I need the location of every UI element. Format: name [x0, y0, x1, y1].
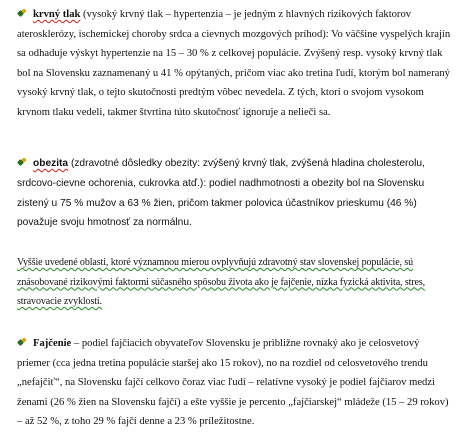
term-label: obezita	[33, 158, 69, 169]
term-label: krvný tlak	[33, 9, 81, 20]
list-item-blood-pressure	[17, 5, 455, 123]
bullet-icon	[17, 8, 30, 18]
list-item-obesity	[17, 154, 455, 233]
body-text: (vysoký krvný tlak – hypertenzia – je jedným z hlavných rizikových faktorov aterosklerózy, ischemickej choroby srdca a cievnych mozgových príhod): Vo väčšine vyspelých krajín sa odhaduje výskyt hypertenzie na 15 – 30 % z celkovej populácie. Zvýšený resp. vysoký krvný tlak bol na Slovensku zaznamenaný u 41 % opýtaných, pričom viac ako tretina ľudí, ktorým bol nameraný vysoký krvný tlak, o tejto skutočnosti predtým vôbec nevedela. Z tých, ktorí o svojom vysokom krvnom tlaku vedeli, takmer štvrtina túto skutočnosť ignoruje a nelieči sa.	[17, 9, 451, 118]
list-item-smoking	[17, 334, 455, 432]
body-text: – podiel fajčiacich obyvateľov Slovensku je približne rovnaký ako je celosvetový priemer (cca jedna tretina populácie staršej ako 15 rokov), no na rozdiel od celosvetového trendu „nefajčiť“, na Slovensku fajčí celkovo čoraz viac ľudí – relatívne vysoký je podiel fajčiarov medzi ženami (26 % žien na Slovensku fajčí) a ešte vyššie je percento „fajčiarskej“ mládeže (15 – 29 rokov) – až 52 %, z toho 29 % fajčí denne a 23 % príležitostne.	[17, 338, 449, 428]
summary-paragraph	[17, 253, 455, 312]
bullet-icon	[17, 157, 30, 167]
paragraph	[17, 154, 455, 233]
paragraph	[17, 334, 455, 432]
bullet-icon	[17, 337, 30, 347]
body-text: (zdravotné dôsledky obezity: zvýšený krvný tlak, zvýšená hladina cholesterolu, srdcovo-cievne ochorenia, cukrovka atď.): podiel nadhmotnosti a obezity bol na Slovensku zistený u 75 % mužov a 63 % žien, pričom takmer polovica účastníkov prieskumu (46 %) považuje svoju hmotnosť za normálnu.	[17, 158, 425, 229]
paragraph-text: Vyššie uvedené oblasti, ktoré významnou mierou ovplyvňujú zdravotný stav slovenskej populácie, sú znásobované rizikovými faktormi súčasného spôsobu života ako je fajčenie, nízka fyzická aktivita, stres, stravovacie zvyklosti.	[17, 257, 426, 308]
term-label: Fajčenie	[33, 338, 72, 349]
paragraph	[17, 5, 455, 123]
